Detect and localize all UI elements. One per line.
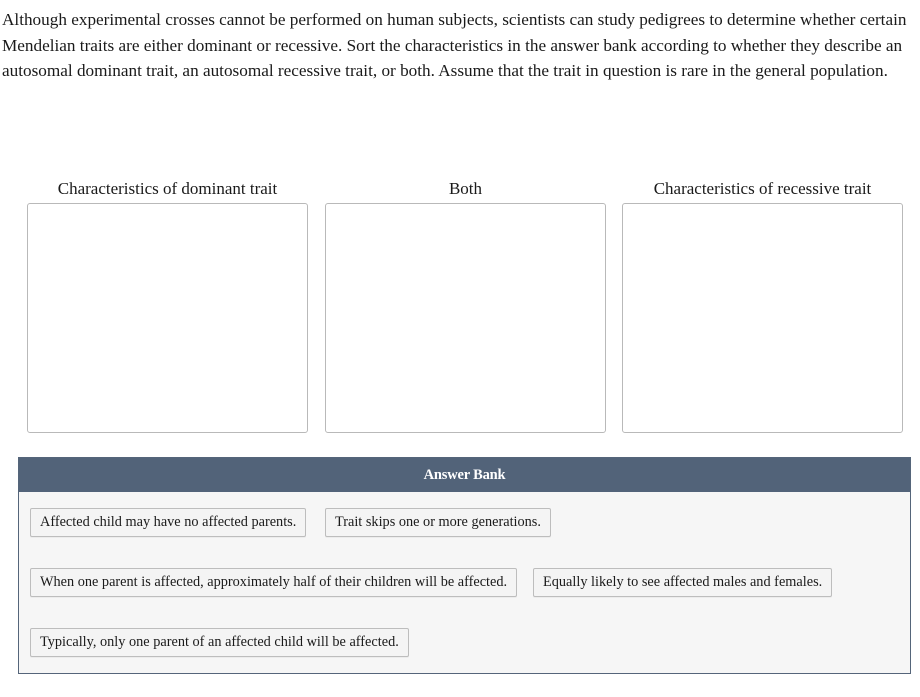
answer-chip[interactable]: Affected child may have no affected parents. xyxy=(30,508,306,537)
drop-zone-recessive[interactable] xyxy=(622,203,903,433)
drop-zone-dominant[interactable] xyxy=(27,203,308,433)
category-label-both: Both xyxy=(448,179,483,198)
answer-chip[interactable]: Typically, only one parent of an affected child will be affected. xyxy=(30,628,409,657)
drop-zone-both[interactable] xyxy=(325,203,606,433)
answer-chip[interactable]: Equally likely to see affected males and females. xyxy=(533,568,832,597)
question-prompt: Although experimental crosses cannot be performed on human subjects, scientists can study pedigrees to determine whether certain Mendelian traits are either dominant or recessive. Sort the characteristics in the answer bank according to whether they describe an autosomal dominant trait, an autosomal recessive trait, or both. Assume that the trait in question is rare in the general population. xyxy=(2,10,907,80)
category-label-recessive: Characteristics of recessive trait xyxy=(653,179,872,198)
answer-bank-title: Answer Bank xyxy=(19,458,910,492)
answer-chip[interactable]: Trait skips one or more generations. xyxy=(325,508,551,537)
answer-chip[interactable]: When one parent is affected, approximately half of their children will be affected. xyxy=(30,568,517,597)
answer-bank xyxy=(18,457,911,674)
category-label-dominant: Characteristics of dominant trait xyxy=(57,179,278,198)
